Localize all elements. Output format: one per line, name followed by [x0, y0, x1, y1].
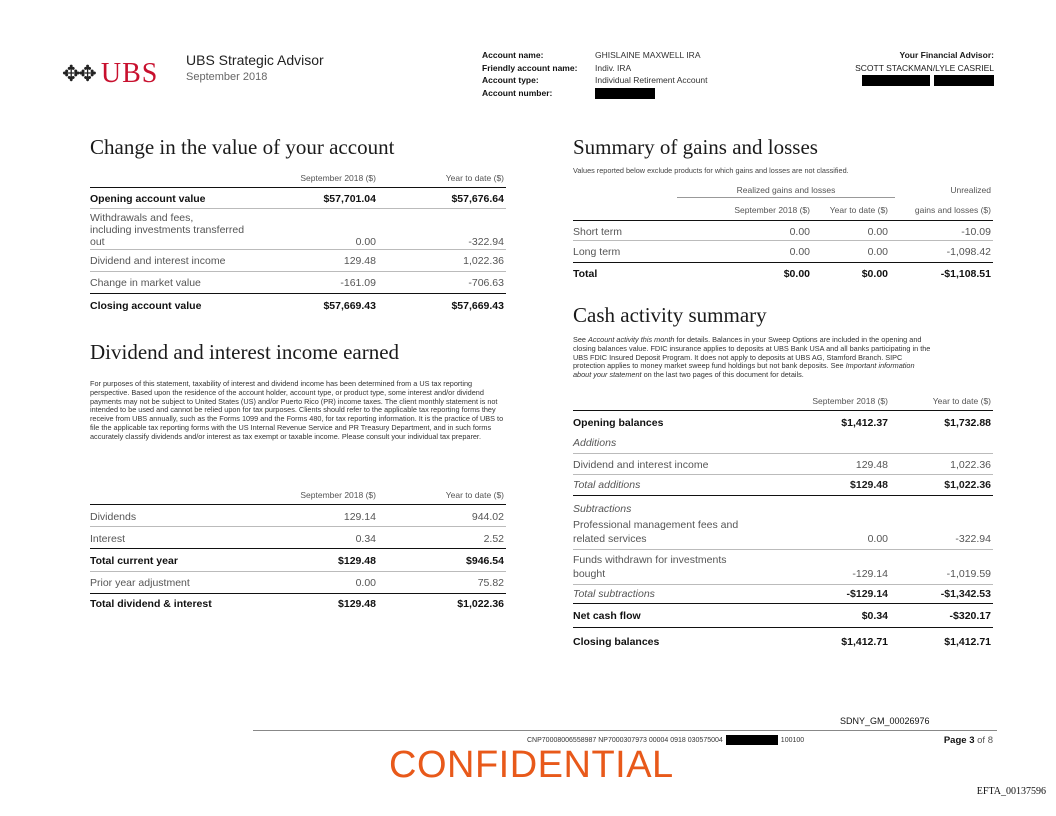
account-name-label: Account name:: [482, 50, 544, 60]
row-value: $946.54: [466, 555, 504, 567]
row-value: $57,676.64: [451, 193, 504, 205]
account-type-value: Individual Retirement Account: [595, 75, 708, 85]
gains-losses-title: Summary of gains and losses: [573, 135, 818, 159]
row-value: 0.00: [867, 246, 888, 258]
table-row: [573, 605, 993, 628]
row-label: Dividends: [90, 511, 137, 523]
note-text: See: [573, 335, 589, 344]
row-label: Opening balances: [573, 417, 664, 429]
table-row: [573, 241, 993, 263]
table-header: [90, 484, 506, 505]
change-in-value-title: Change in the value of your account: [90, 135, 395, 159]
page-indicator: [944, 735, 993, 746]
row-value: 0.00: [867, 533, 888, 545]
row-label: Net cash flow: [573, 610, 641, 622]
change-in-value-table: [90, 168, 506, 326]
row-label: Change in market value: [90, 277, 201, 289]
friendly-name-value: Indiv. IRA: [595, 62, 632, 73]
row-label: Long term: [573, 246, 621, 258]
bates-number: SDNY_GM_00026976: [840, 716, 930, 726]
row-value: -1,098.42: [946, 246, 991, 258]
row-label: Prior year adjustment: [90, 577, 190, 589]
redaction-bar: [862, 75, 930, 86]
row-label: Closing balances: [573, 636, 660, 648]
row-label: Total subtractions: [573, 588, 655, 600]
row-label: Withdrawals and fees,: [90, 212, 194, 224]
row-value: $57,669.43: [323, 300, 376, 312]
row-label: Total current year: [90, 555, 178, 567]
row-value: 1,022.36: [463, 255, 504, 267]
column-header: September 2018 ($): [300, 490, 376, 500]
row-value: $0.00: [861, 268, 888, 280]
confidential-stamp: CONFIDENTIAL: [389, 744, 674, 786]
row-value: -$1,108.51: [940, 268, 991, 280]
row-label: Total additions: [573, 479, 641, 491]
gains-losses-table: [573, 182, 993, 287]
note-italic: about your statement: [573, 370, 642, 380]
page-total: of 8: [977, 735, 993, 746]
table-row: [573, 412, 993, 434]
row-value: $0.34: [861, 610, 888, 622]
row-value: 129.48: [343, 255, 376, 267]
table-row: [90, 550, 506, 572]
row-value: $1,022.36: [944, 479, 991, 491]
footer-rule: [253, 730, 997, 731]
row-value: 129.14: [343, 511, 376, 523]
table-row: [573, 517, 993, 550]
table-row: [90, 506, 506, 527]
unrealized-label: Unrealized: [950, 185, 991, 195]
row-value: -161.09: [340, 277, 376, 289]
account-type-label: Account type:: [482, 75, 539, 85]
account-number-row: [482, 87, 707, 100]
row-label: Total dividend & interest: [90, 598, 212, 610]
note-text: on the last two pages of this document for details.: [641, 370, 804, 380]
table-row: [573, 550, 993, 585]
row-value: 0.34: [355, 533, 376, 545]
ubs-logo: [62, 58, 158, 90]
row-value: 0.00: [355, 236, 376, 248]
column-header: gains and losses ($): [914, 205, 991, 215]
row-value: $57,701.04: [323, 193, 376, 205]
table-header: [573, 200, 993, 221]
column-header: Year to date ($): [829, 205, 888, 215]
cash-activity-title: Cash activity summary: [573, 303, 767, 327]
row-label: including investments transferred: [90, 224, 245, 236]
dividend-title: Dividend and interest income earned: [90, 340, 400, 364]
row-value: -322.94: [468, 236, 504, 248]
cash-activity-table: [573, 392, 993, 660]
table-row: [573, 222, 993, 241]
column-header: Year to date ($): [445, 173, 504, 183]
redaction-bar: [595, 88, 655, 99]
realized-label: Realized gains and losses: [736, 185, 836, 195]
friendly-name-row: [482, 62, 707, 75]
note-text: closing balances value. FDIC insurance applies to deposits at UBS Bank USA and all banks participating in the: [573, 343, 931, 353]
note-line: [573, 371, 995, 380]
row-value: $129.48: [338, 598, 376, 610]
row-value: 2.52: [483, 533, 504, 545]
row-label: Dividend and interest income: [573, 459, 709, 471]
account-type-row: [482, 74, 707, 87]
row-value: $1,732.88: [944, 417, 991, 429]
table-row: [90, 209, 506, 250]
table-row: [90, 527, 506, 549]
cash-activity-note: [573, 336, 995, 380]
row-value: 944.02: [471, 511, 504, 523]
row-value: 0.00: [867, 226, 888, 238]
redaction-bar: [934, 75, 994, 86]
row-value: $1,412.37: [841, 417, 888, 429]
table-row: [573, 264, 993, 284]
row-value: 75.82: [477, 577, 504, 589]
account-name-value: GHISLAINE MAXWELL IRA: [595, 50, 701, 60]
account-info: [482, 49, 707, 99]
table-row: [90, 272, 506, 294]
table-row: [90, 595, 506, 615]
table-row: [90, 189, 506, 209]
row-label: Opening account value: [90, 193, 206, 205]
table-row: [573, 434, 993, 454]
gains-note: Values reported below exclude products for which gains and losses are not classified.: [573, 166, 849, 175]
column-header: September 2018 ($): [734, 205, 810, 215]
note-text: protection applies to money market sweep fund holdings but not bank deposits. See: [573, 361, 846, 371]
row-label: Total: [573, 268, 598, 280]
row-value: 0.00: [789, 226, 810, 238]
friendly-name-label: Friendly account name:: [482, 62, 578, 73]
realized-group-header: [677, 182, 895, 198]
column-header: September 2018 ($): [300, 173, 376, 183]
table-row: [573, 585, 993, 604]
row-value: 129.48: [855, 459, 888, 471]
dividend-table: [90, 484, 506, 614]
column-header: September 2018 ($): [812, 396, 888, 406]
advisor-redactions: [855, 75, 994, 86]
page-number: 3: [969, 735, 975, 746]
table-row: [90, 295, 506, 317]
row-value: -322.94: [955, 533, 991, 545]
financial-advisor: [855, 49, 994, 86]
row-value: -129.14: [852, 568, 888, 580]
row-value: $129.48: [338, 555, 376, 567]
note-italic: Account activity this month: [588, 335, 675, 344]
row-label: out: [90, 236, 105, 248]
table-row: [573, 475, 993, 496]
row-value: -10.09: [961, 226, 991, 238]
row-value: -$320.17: [949, 610, 991, 622]
table-row: [573, 630, 993, 652]
advisor-label: Your Financial Advisor:: [899, 50, 994, 60]
table-row: [573, 497, 993, 517]
row-value: 0.00: [789, 246, 810, 258]
row-value: 0.00: [355, 577, 376, 589]
row-value: $129.48: [850, 479, 888, 491]
row-value: $1,412.71: [841, 636, 888, 648]
note-text: UBS FDIC Insured Deposit Program. It does not apply to deposits at UBS AG, Stamford Branch. SIPC: [573, 352, 903, 362]
account-number-label: Account number:: [482, 87, 553, 98]
row-label: Dividend and interest income: [90, 255, 226, 267]
document-title: UBS Strategic Advisor: [186, 52, 324, 68]
row-value: $0.00: [783, 268, 810, 280]
keys-logo-icon: ✥✥: [62, 61, 95, 86]
row-value: -$129.14: [846, 588, 888, 600]
section-label: Additions: [573, 437, 617, 449]
row-label: Professional management fees and: [573, 519, 739, 531]
note-text: for details. Balances in your Sweep Options are included in the opening and: [674, 335, 922, 344]
note-italic: Important information: [845, 361, 915, 371]
logo-wordmark: UBS: [100, 58, 159, 89]
column-header: Year to date ($): [445, 490, 504, 500]
row-value: -706.63: [468, 277, 504, 289]
table-row: [90, 572, 506, 594]
row-label: bought: [573, 568, 606, 580]
page-label: Page: [943, 735, 967, 746]
row-value: $1,022.36: [457, 598, 504, 610]
row-label: Closing account value: [90, 300, 202, 312]
account-name-row: [482, 49, 707, 62]
efta-number: EFTA_00137596: [976, 786, 1046, 797]
row-label: Funds withdrawn for investments: [573, 554, 727, 566]
table-row: [90, 250, 506, 272]
row-value: -$1,342.53: [940, 588, 991, 600]
row-value: $57,669.43: [451, 300, 504, 312]
row-value: $1,412.71: [944, 636, 991, 648]
row-label: related services: [573, 533, 647, 545]
statement-date: September 2018: [186, 71, 268, 83]
row-value: -1,019.59: [946, 568, 991, 580]
row-value: 1,022.36: [950, 459, 991, 471]
column-header: Year to date ($): [932, 396, 991, 406]
table-header: [573, 392, 993, 411]
code-text: CNP70008006558987 NP7000307973 00004 0918 030575004: [527, 736, 723, 744]
code-text: 100100: [780, 736, 805, 744]
row-label: Interest: [90, 533, 126, 545]
redaction-bar: [726, 735, 778, 745]
table-row: [573, 454, 993, 475]
tax-disclosure-paragraph: For purposes of this statement, taxability of interest and dividend income has been determined from a US tax reporting perspective. Based upon the residence of the account holder, account type, or product type, some interest and/or dividend payments may not be subject to United States (US) and/or Puerto Rico (PR) income taxes. The client monthly statement is not intended to be used and cannot be relied upon for tax purposes. Clients should refer to the applicable tax reporting forms they receive from UBS annually, such as the Forms 1099 and the Forms 480, for tax reporting information. It is the practice of UBS to file the applicable tax reporting forms with the US Internal Revenue Service and PR Treasury Department, and in such forms accurately classify dividends and/or interest as tax exempt or taxable income. Please consult your individual tax preparer.: [90, 379, 504, 441]
section-label: Subtractions: [573, 503, 632, 515]
row-label: Short term: [573, 226, 623, 238]
advisor-name: SCOTT STACKMAN/LYLE CASRIEL: [855, 62, 994, 73]
table-header: [90, 168, 506, 188]
